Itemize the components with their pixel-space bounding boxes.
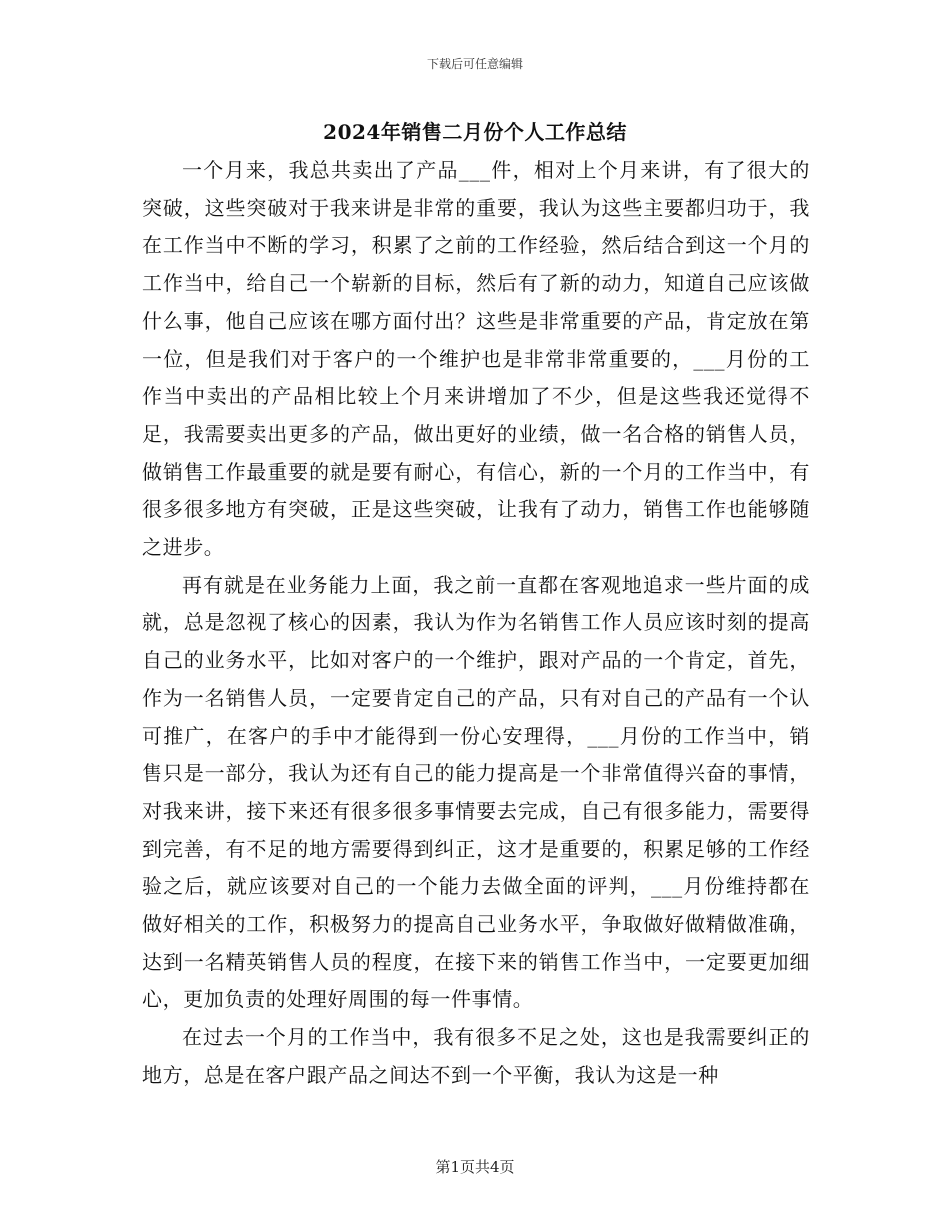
document-body [142,152,810,1095]
header-note: 下载后可任意编辑 [426,57,523,71]
paragraph-2: 再有就是在业务能力上面，我之前一直都在客观地追求一些片面的成就，总是忽视了核心的因素，我认为作为名销售工作人员应该时刻的提高自己的业务水平，比如对客户的一个维护，跟对产品的一个肯定，首先，作为一名销售人员，一定要肯定自己的产品，只有对自己的产品有一个认可推广，在客户的手中才能得到一份心安理得，___月份的工作当中，销售只是一部分，我认为还有自己的能力提高是一个非常值得兴奋的事情，对我来讲，接下来还有很多很多事情要去完成，自己有很多能力，需要得到完善，有不足的地方需要得到纠正，这才是重要的，积累足够的工作经验之后，就应该要对自己的一个能力去做全面的评判，___月份维持都在做好相关的工作，积极努力的提高自己业务水平，争取做好做精做准确，达到一名精英销售人员的程度，在接下来的销售工作当中，一定要更加细心，更加负责的处理好周围的每一件事情。 [142,572,810,1012]
page-number: 第1页共4页 [435,1158,515,1176]
paragraph-1: 一个月来，我总共卖出了产品___件，相对上个月来讲，有了很大的突破，这些突破对于我来讲是非常的重要，我认为这些主要都归功于，我在工作当中不断的学习，积累了之前的工作经验，然后结合到这一个月的工作当中，给自己一个崭新的目标，然后有了新的动力，知道自己应该做什么事，他自己应该在哪方面付出？这些是非常重要的产品，肯定放在第一位，但是我们对于客户的一个维护也是非常非常重要的，___月份的工作当中卖出的产品相比较上个月来讲增加了不少，但是这些我还觉得不足，我需要卖出更多的产品，做出更好的业绩，做一名合格的销售人员，做销售工作最重要的就是要有耐心，有信心，新的一个月的工作当中，有很多很多地方有突破，正是这些突破，让我有了动力，销售工作也能够随之进步。 [142,158,810,560]
document-title: 2024年销售二月份个人工作总结 [323,120,627,144]
paragraph-3: 在过去一个月的工作当中，我有很多不足之处，这也是我需要纠正的地方，总是在客户跟产品之间达不到一个平衡，我认为这是一种 [142,1025,810,1087]
